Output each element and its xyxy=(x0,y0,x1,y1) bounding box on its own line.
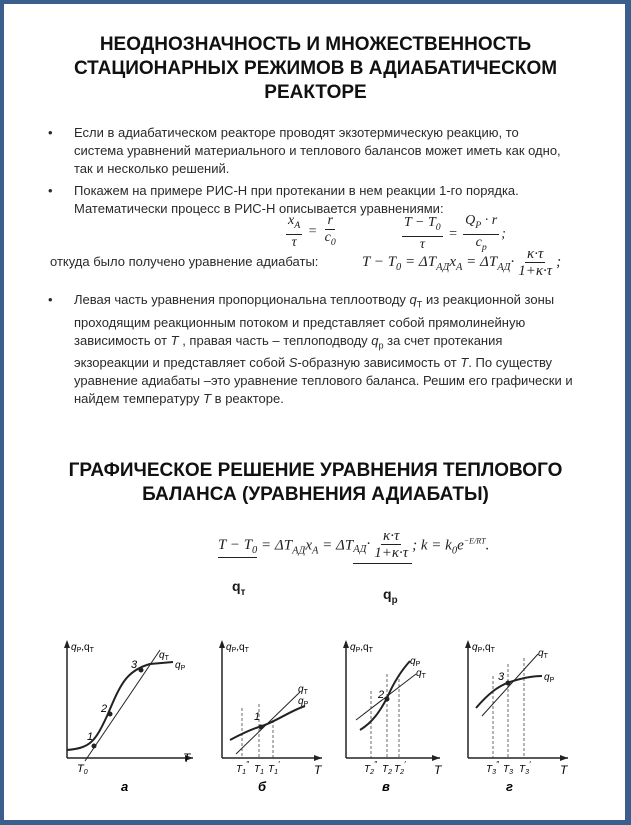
point-1 xyxy=(92,744,97,749)
x-axis-arrow-icon xyxy=(314,755,322,761)
x-axis-arrow-icon xyxy=(432,755,440,761)
x-tick-label: $T_3''$ xyxy=(486,760,499,776)
x-tick-label: T0 xyxy=(77,763,88,776)
graph-g xyxy=(460,636,585,796)
y-axis-label: $q_P,q_T$ xyxy=(226,642,249,654)
qp-curve-label: $q_P$ xyxy=(544,672,555,684)
whence-text: откуда было получено уравнение адиабаты: xyxy=(50,254,319,269)
x-tick-label: $T_1$ xyxy=(254,764,265,776)
section1-title xyxy=(0,33,631,105)
graph-caption: а xyxy=(121,779,129,794)
x-tick-label: $T_3'$ xyxy=(519,760,531,776)
x-axis-label: T xyxy=(434,763,442,777)
bullet-list xyxy=(48,124,568,222)
point-label: 1 xyxy=(254,711,261,723)
point-label: 2 xyxy=(101,703,108,715)
x-tick-label: $T_1'$ xyxy=(268,760,280,776)
x-tick-label: $T_2$ xyxy=(382,764,393,776)
x-tick-label: $T_1''$ xyxy=(236,760,249,776)
adiabat-equation: $T - T_0 = \Delta T_{АД}x_А = \Delta T_{АД}\cdot$ $\frac{\kappa\cdot\tau}{1+\kappa\cdot\tau}$ ; xyxy=(362,246,562,279)
material-balance-equation: $\frac{x_А}{\tau}$ = $\frac{r}{c_0}$ xyxy=(288,213,336,250)
x-axis-label: T xyxy=(183,751,191,765)
qp-curve xyxy=(67,662,173,750)
x-tick-label: $T_2''$ xyxy=(364,760,377,776)
y-axis-arrow-icon xyxy=(465,640,471,648)
bullet-item: • Покажем на примере РИС-Н при протекании в нем реакции 1-го порядка. Математически процесс в РИС-Н описывается уравнениями: xyxy=(48,182,568,218)
qt-curve-label: $q_T$ xyxy=(416,668,426,680)
title-line: РЕАКТОРЕ xyxy=(264,82,367,103)
y-axis-label: $q_P,q_T$ xyxy=(350,642,373,654)
qp-curve-label: $q_P$ xyxy=(410,656,421,668)
x-tick-label: $T_3$ xyxy=(503,764,514,776)
title-line: ГРАФИЧЕСКОЕ РЕШЕНИЕ УРАВНЕНИЯ ТЕПЛОВОГО xyxy=(68,460,563,481)
x-axis-label: T xyxy=(314,763,322,777)
title-line: БАЛАНСА (УРАВНЕНИЯ АДИАБАТЫ) xyxy=(142,484,489,505)
qt-curve-label: $q_T$ xyxy=(159,650,169,662)
graph-caption: г xyxy=(506,779,513,794)
bullet-item: • Если в адиабатическом реакторе проводят экзотермическую реакцию, то система уравнений материального и теплового балансов может иметь как одно, так и несколько решений. xyxy=(48,124,568,178)
graph-caption: б xyxy=(258,779,267,794)
point-1 xyxy=(259,725,264,730)
section2-title xyxy=(0,459,631,507)
heat-balance-graphical-equation: $T - T_0 = \Delta T_{АД}x_А = \Delta T_{АД}\cdot$ $\frac{\kappa\cdot\tau}{1+\kappa\cdot\tau}$ ; $k = k_0e^{-E/RT}$. xyxy=(218,528,489,564)
x-axis-label: T xyxy=(560,763,568,777)
qp-label: $q_р$ xyxy=(383,586,398,606)
point-label: 3 xyxy=(131,659,138,671)
qt-line xyxy=(85,650,160,761)
point-3 xyxy=(506,681,511,686)
qp-curve-label: $q_P$ xyxy=(175,660,186,672)
bullet-list-2 xyxy=(48,291,578,412)
bullet-item: • Левая часть уравнения пропорциональна теплоотводу $q_Т$ из реакционной зоны проходящим реакционным потоком и представляет собой прямолинейную зависимость от T , правая часть – теплоподводу $q_р$ за счет протекания экзореакции и представляет собой S-образную зависимость от T. По существу уравнение адиабаты –это уравнение теплового баланса. Решим его графически и найдем температуру T в реакторе. xyxy=(48,291,578,408)
graph-a xyxy=(55,636,200,796)
y-axis-arrow-icon xyxy=(219,640,225,648)
qt-line xyxy=(236,692,300,754)
point-label: 3 xyxy=(498,671,505,683)
graph-b xyxy=(210,636,335,796)
qp-curve-label: $q_P$ xyxy=(298,696,309,708)
point-label: 2 xyxy=(378,689,385,701)
x-axis-arrow-icon xyxy=(560,755,568,761)
graph-v xyxy=(338,636,453,796)
qt-label: $q_т$ xyxy=(232,578,246,598)
graph-caption: в xyxy=(382,779,390,794)
qt-line xyxy=(482,654,538,716)
y-axis-arrow-icon xyxy=(343,640,349,648)
title-line: НЕОДНОЗНАЧНОСТЬ И МНОЖЕСТВЕННОСТЬ xyxy=(99,34,532,55)
y-axis-label: $q_P,q_T$ xyxy=(71,642,94,654)
point-2 xyxy=(385,697,390,702)
qt-curve-label: $q_T$ xyxy=(538,648,548,660)
y-axis-label: $q_P,q_T$ xyxy=(472,642,495,654)
heat-balance-equation: $\frac{T - T_0}{\tau}$ = $\frac{Q_P \cdot r}{c_p}$ ; xyxy=(404,213,506,253)
point-label: 1 xyxy=(87,731,94,743)
y-axis-arrow-icon xyxy=(64,640,70,648)
x-tick-label: $T_2'$ xyxy=(394,760,406,776)
qp-curve xyxy=(360,661,410,730)
point-2 xyxy=(108,712,113,717)
qt-curve-label: $q_T$ xyxy=(298,684,308,696)
title-line: СТАЦИОНАРНЫХ РЕЖИМОВ В АДИАБАТИЧЕСКОМ xyxy=(73,58,558,79)
point-3 xyxy=(139,668,144,673)
